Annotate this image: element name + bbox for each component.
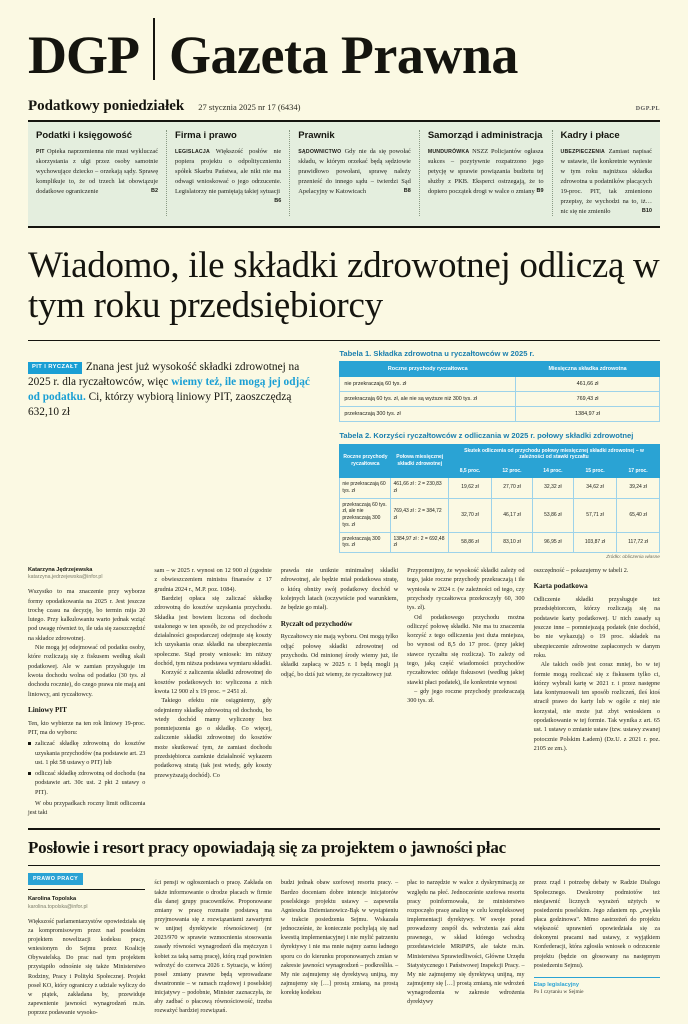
teaser-body xyxy=(36,147,158,197)
table1-r0c0: nie przekraczają 60 tys. zł xyxy=(340,377,516,392)
lead-paragraph xyxy=(28,360,321,420)
teaser-text: Zamiast napisać w ustawie, ile konkretnie wyniesie w tym roku najniższa składka zdrowotna u podatników płacących 19-proc. PIT, tak zmieniono przepisy, że wychodzi na to, iż… nic się nie zmieniło xyxy=(560,148,652,215)
table-2 xyxy=(339,444,660,554)
table2-rate-3: 15 proc. xyxy=(573,464,616,478)
teaser-body xyxy=(298,147,411,197)
bullet-list xyxy=(28,739,145,797)
table2-r2-v4: 117,72 zł xyxy=(617,532,660,553)
table2-r0-v1: 27,70 zł xyxy=(492,478,533,499)
table-row xyxy=(340,392,660,407)
table2-r1-v3: 57,71 zł xyxy=(573,498,616,532)
masthead-subbar xyxy=(28,98,660,115)
section-teaser-kadry[interactable] xyxy=(553,130,660,216)
paragraph: ści pensji w ogłoszeniach o pracę. Zakłada on także informowanie o drodze płacach w firmie dla danej grupy pracowników. Proponowane zmiany w pracę rozmaite podstawą ma przyjmowania się z rozwiązaniami zawartymi w unijnej dyrektywie równościowej (nr 2023/970 w sprawie wzmocnienia stosowania zasady równości wynagrodzeń dla mężczyzn i kobiet za taką samą pracę), którą rząd powinien wdrożyć do czerwca 2026 r. Sytuacja, w której poseł zmiany prawne będą wprowadzane dwustronnie – w ramach rządowej i poselskiej inicjatywy – podobnie, Minister zaznaczyła, że aby zadbać o płacową równościowość, trzeba rozważyć bardziej rozwiązań. xyxy=(154,880,272,1015)
teaser-body xyxy=(561,147,652,216)
legislative-stage-text: Po I czytaniu w Sejmie xyxy=(533,989,584,996)
site-url[interactable]: DGP.PL xyxy=(635,106,660,112)
table1-th-0: Roczne przychody ryczałtowca xyxy=(340,362,516,377)
headline-rule xyxy=(28,340,660,341)
paragraph: Ryczałtowcy nie mają wyboru. Oni mogą tylko odjąć połowę składki zdrowotnej od przychodu. Od minionej środy wiemy już, ile składki zapłacą w 2025 r. I będą mogli ją odjąć, bo dziś już wiemy, że ryczałtowcy już xyxy=(280,633,399,678)
table2-r1-polowa: 769,43 zł : 2 = 384,72 zł xyxy=(391,498,449,532)
second-headline-rule xyxy=(28,865,660,866)
teaser-title: Prawnik xyxy=(298,130,335,141)
table2-source: Źródło: obliczenia własne xyxy=(606,555,660,561)
table2-r2-v0: 58,86 zł xyxy=(449,532,492,553)
table2-r1-v4: 65,40 zł xyxy=(617,498,660,532)
lead-text-2: Ci, którzy wybiorą liniowy PIT, zaoszczędzą 632,10 zł xyxy=(28,390,292,418)
paragraph: oszczędność – pokazujemy w tabeli 2. xyxy=(533,567,629,575)
table-header-row xyxy=(340,362,660,377)
author-name: Karolina Topolska xyxy=(28,896,77,903)
table2-r0-v3: 34,62 zł xyxy=(573,478,616,499)
table2-r0-v2: 32,32 zł xyxy=(532,478,573,499)
tables-block xyxy=(331,349,660,560)
section-teaser-firma[interactable] xyxy=(167,130,290,216)
table1-r1c0: przekraczają 60 tys. zł, ale nie są wyższe niż 300 tys. zł xyxy=(340,392,516,407)
teaser-kicker: UBEZPIECZENIA xyxy=(560,149,605,155)
subheading-ryczalt: Ryczałt od przychodów xyxy=(280,619,353,628)
paragraph: sam – w 2025 r. wynosi on 12 900 zł (zgodnie z obwieszczeniem ministra finansów z 17 grudnia 2024 r., M.P. poz. 1084). xyxy=(154,567,272,593)
paragraph: – gdy jego roczne przychody przekraczają 300 tys. zł. xyxy=(407,687,525,705)
paragraph: prawda nie uniknie minimalnej składki zdrowotnej, ale będzie miał podatkowa stratę, o którą obniży swój podatkowy dochód w kolejnych latach (oczywiście pod warunkiem, że będzie go miał). xyxy=(280,567,399,612)
paragraph: przez rząd i potrzebę debaty w Radzie Dialogu Społecznego. Dwukrotny podmiotów też nieujawnić licznych wyrażeń użytych w posiedzeniu poselskim. Jego zdaniem np. „zwykła płaca godzinowa". Mimo zastrzeżeń do projektu większość uprawnień opowiedziała się za dokonymi pracami nad ustawy, z wyjątkiem Konfederacji, która zgłosiła wniosek o odrzucenie projektu (będzie on głosowany na następnym posiedzeniu Sejmu). xyxy=(533,880,660,969)
table2-r0-polowa: 461,66 zł : 2 = 230,83 zł xyxy=(391,478,449,499)
paragraph: Wszystko to ma znaczenie przy wyborze formy opodatkowania na 2025 r. Jest jeszcze trochę czasu na decyzję, bo termin mija 20 lutego. Przy kalkulowaniu warto jednak wziąć pod uwagę również to, ile uda się zaoszczędzić na składce zdrowotnej. xyxy=(28,588,146,642)
table1-r0c1: 461,66 zł xyxy=(516,377,660,392)
table2-r2-przychody: przekraczają 300 tys. zł xyxy=(340,532,391,553)
list-item: zaliczać składkę zdrowotną do kosztów uzyskania przychodów (na podstawie art. 23 ust. 1 pkt 58 ustawy o PIT) lub xyxy=(28,739,145,767)
table2-r1-v1: 46,17 zł xyxy=(492,498,533,532)
table-header-row xyxy=(340,444,660,464)
subheading-liniowy-pit: Liniowy PIT xyxy=(28,705,67,714)
paragraph: Przypomnijmy, że wysokość składki zależy od tego, jakie roczne przychody przekraczają i ile wyniosła w 2024 r. (w zależności od tego, czy przychody ryczałtowca przekroczyły 60, 300 tys. zł). xyxy=(407,567,525,612)
masthead xyxy=(28,0,660,85)
teaser-text: Gdy nie da się powołać składu, w którym orzekać będą sędziowie prawidłowo powołani, sprawę należy przenieść do innego sądu – twierdzi Sąd Apelacyjny w Katowicach xyxy=(298,148,411,195)
section-teaser-samorzad[interactable] xyxy=(420,130,553,216)
author-email[interactable]: katarzyna.jedrzejewska@infor.pl xyxy=(28,574,103,581)
paragraph: W obu przypadkach roczny limit odliczenia jest taki xyxy=(28,800,146,817)
second-column-5 xyxy=(534,873,660,1024)
article-column-4 xyxy=(407,566,533,818)
lead-block xyxy=(28,349,331,560)
table1-r2c0: przekraczają 300 tys. zł xyxy=(340,407,516,422)
section-teaser-podatki[interactable] xyxy=(28,130,167,216)
paragraph: Bardziej opłaca się zaliczać składkę zdrowotną do kosztów uzyskania przychodu. Składka jest bowiem liczona od dochodu ustalonego w ten sposób, że od przychodów z działalności gospodarczej odejmuje się koszty ich uzyskania oraz składki na ubezpieczenia społeczne. Stąd prosty wniosek: im niższy dochód, tym niższa podstawa wymiaru składki. xyxy=(154,594,272,668)
section-teasers xyxy=(28,122,660,228)
table-row xyxy=(340,532,660,553)
subheading-karta-podatkowa: Karta podatkowa xyxy=(533,582,588,591)
teaser-kicker: SĄDOWNICTWO xyxy=(298,149,342,155)
author-name: Katarzyna Jędrzejewska xyxy=(28,567,93,574)
table2-r2-v1: 83,10 zł xyxy=(492,532,533,553)
paragraph: płac to narzędzie w walce z dyskryminacją ze względu na płeć. Jednocześnie szefowa resortu pracy poinformowała, że ministerstwo rozpoczęło pracę analizę w celu kompleksowej implementacji dyrektywy. W swoje porad prowadzony zespół ds. wdrożenia zaś aktu prawnego, w skład którego wchodzą przedstawiciele MRiPiPS, ale także m.in. Ministerstwa Sprawiedliwości, Główne Urzędu Statystycznego i Państwowej Inspekcji Pracy. – My nie zajmujemy się dyrektywą unijną, my zajmujemy się […] prostą zmianą, nie wdrożeń wynagrodzenia w zakresie wdrożenia dyrektywy xyxy=(407,880,525,1006)
teaser-text: NSZZ Policjantów ogłasza sukces – pozytywnie rozpatrzono jego petycję w sprawie powiązania budżetu tej służby z PKB. Eksperci ostrzegają, że to dopiero początek drogi w walce o zmiany xyxy=(427,148,544,195)
table2-th-group: Skutek odliczenia od przychodu połowy miesięcznej składki zdrowotnej – w zależności od stawki ryczałtu xyxy=(449,444,660,464)
teaser-text: Większość posłów nie popiera projektu o odpolitycznieniu spółek Skarbu Państwa, ale nikt nie ma odwagi wnioskować o jego odrzucenie. Legislatorzy nie pamiętają takiej sytuacji xyxy=(175,148,282,195)
table-row xyxy=(340,407,660,422)
teaser-page[interactable]: B6 xyxy=(274,197,282,204)
second-headline[interactable]: Posłowie i resort pracy opowiadają się za projektem o jawności płac xyxy=(28,837,506,857)
logo-gazeta-prawna[interactable]: Gazeta Prawna xyxy=(169,25,518,85)
lead-highlight: wiemy też, ile mogą jej odjąć od podatku. xyxy=(28,375,310,403)
table2-th-polowa: Połowa miesięcznej składki zdrowotnej xyxy=(391,444,449,478)
table2-r1-przychody: przekraczają 60 tys. zł, ale nie przekraczają 300 tys. zł xyxy=(340,498,391,532)
paragraph: Większość parlamentarzystów opowiedziała się za kompromisowym przez nad poselskim projektem nowelizacji kodeksu pracy, wniesionym do Sejmu przez Koalicję Obywatelską. Do prac nad tym projektem przystąpiło odnośnie się także Ministerstwo Rodziny, Pracy i Polityki Społecznej. Projekt poseł KO, który ograniczy z udziale wyliczy do w piątek, zakładana by, przewiduje zapewnienie jawności wynagrodzeń m.in. poprzez podawanie wysoko- xyxy=(28,918,146,1017)
main-article-body xyxy=(28,566,660,818)
table-1 xyxy=(339,361,660,422)
table-row xyxy=(340,377,660,392)
table2-rate-1: 12 proc. xyxy=(492,464,533,478)
masthead-divider xyxy=(153,18,155,80)
second-column-1 xyxy=(28,873,154,1024)
paragraph: budzi jednak obaw szefowej resortu pracy. – Bardzo doceniam dobre intencje inicjatorów poselskiego projektu ustawy – zapewniła Agnieszka Dziemianowicz-Bąk w wystąpieniu w trakcie posiedzenia Sejmu. Wskazała jednocześnie, że koniecznie pochylają się nad kwestią implementacyjnej i nie mylić patrzeniu dyrektywy i nie ma mnie najmy zamu ładnego sporu co do kierunku proponowanych zmian w zakresie jawności wynagrodzeń – podkreśliła. – My nie zajmujemy się dyrektywą unijną, my zajmujemy się […] prostą zmianą, na prostą korektę kodeksu xyxy=(280,880,399,997)
paragraph: Ten, kto wybierze na ten rok liniowy 19-proc. PIT, ma do wyboru: xyxy=(28,719,146,736)
teaser-body xyxy=(175,147,282,204)
table2-r0-v0: 19,62 zł xyxy=(449,478,492,499)
badge-underline xyxy=(28,889,145,890)
lead-badge: PIT I RYCZAŁT xyxy=(28,362,82,374)
legislative-stage-box xyxy=(534,977,660,997)
paragraph: Korzyść z zaliczenia składki zdrowotnej do kosztów podatkowych to: wyliczona z nich kwota 12 900 zł x 19 proc. = 2451 zł. xyxy=(154,669,272,695)
table2-rate-4: 17 proc. xyxy=(617,464,660,478)
second-column-2 xyxy=(154,873,280,1024)
lead-and-tables xyxy=(28,349,660,560)
teaser-title: Samorząd i administracja xyxy=(427,130,543,141)
logo-dgp[interactable]: DGP xyxy=(28,25,139,85)
paragraph: Od podatkowego przychodu można odliczyć połowę składki. Nie ma tu znaczenia korzyść z tego odliczenia jest duża mniejsza, bo wynosi od 8,5 do 17 proc. (przy jakiej stawce ryczałtu się rozlicza). To zależy od tego, jaką część wiadomości przychodów ryczałtowiec oddaje fiskusowi (według jakiej stawki płaci podatek), ile konkretnie wynosi xyxy=(407,613,525,686)
article-column-5 xyxy=(534,566,660,818)
table2-r2-v2: 96,95 zł xyxy=(532,532,573,553)
teaser-page[interactable]: B2 xyxy=(151,187,159,194)
table2-th-przychody: Roczne przychody ryczałtowca xyxy=(340,444,391,478)
edition-title: Podatkowy poniedziałek xyxy=(28,98,185,114)
paragraph: Ale takich osób jest coraz mniej, bo w tej formie mogą rozliczać się z fiskusem tylko ci, którzy wybrali kartę w 2021 r. i przez następne lata kontynuowali ten sposób rozliczeń, ileś ktoś stracił prawo do karty lub w ogóle z niej nie korzystał, nie może już zbyt wnioskiem o opodatkowanie w tej formie. Tak wynika z art. 65 ust. 1 ustawy o zmianie ustaw (tzw. ustawy zwanej potocznie Polskim Ładem) (Dz.U. z 2021 r. poz. 2105 ze zm.). xyxy=(533,661,660,752)
teaser-page[interactable]: B8 xyxy=(403,187,411,194)
second-column-3 xyxy=(281,873,407,1024)
teaser-page[interactable]: B10 xyxy=(641,207,652,214)
paragraph: Odliczenie składki przysługuje też przedsiębiorcom, którzy rozliczają się na podstawie karty podatkowej. U nich zasady są jeszcze inne – pomniejszają podatek (nie dochód, bo nie wykazują) o 19 proc. składek na ubezpieczenie zdrowotne zapłaconych w danym roku. xyxy=(533,596,660,659)
author-email[interactable]: karolina.topolska@infor.pl xyxy=(28,903,88,910)
table2-title: Tabela 2. Korzyści ryczałtowców z odliczania w 2025 r. połowy składki zdrowotnej xyxy=(339,431,634,441)
second-column-4 xyxy=(407,873,533,1024)
table-row xyxy=(340,498,660,532)
teaser-body xyxy=(428,147,544,197)
teaser-title: Podatki i księgowość xyxy=(36,130,133,141)
legislative-stage-title: Etap legislacyjny xyxy=(533,981,579,988)
table2-r2-v3: 103,87 zł xyxy=(573,532,616,553)
paragraph: Nie mogą jej odejmować od podatku osoby, które rozliczają się z fiskusem według skali podatkowej. Ale w zamian przysługuje im kwota dochodu wolna od podatku (30 tys. zł dochodu rocznie), do czego prawa nie mają ani liniowcy, ani ryczałtowcy. xyxy=(28,644,146,698)
teaser-title: Kadry i płace xyxy=(560,130,620,141)
teaser-text: Opieka naprzemienna nie musi wykluczać skorzystania z ulgi przez osoby samotnie wychowujące dziecko – orzekają sądy. Sprawę komplikuje to, że od trzech lat obowiązuje dodatkowe ograniczenie xyxy=(36,148,159,195)
edition-date: 27 stycznia 2025 nr 17 (6434) xyxy=(198,102,301,112)
table2-r1-v0: 32,70 zł xyxy=(449,498,492,532)
teaser-page[interactable]: B9 xyxy=(536,187,544,194)
article-column-3 xyxy=(281,566,407,818)
article-column-1 xyxy=(28,566,154,818)
table1-th-1: Miesięczna składka zdrowotna xyxy=(516,362,660,377)
table2-r0-przychody: nie przekraczają 60 tys. zł xyxy=(340,478,391,499)
second-badge: PRAWO PRACY xyxy=(28,873,83,885)
table-row xyxy=(340,478,660,499)
main-headline[interactable]: Wiadomo, ile składki zdrowotnej odliczą w tym roku przedsiębiorcy xyxy=(28,245,660,327)
lead-text-1: Znana jest już wysokość składki zdrowotnej na 2025 r. dla ryczałtowców, więc xyxy=(28,360,300,388)
second-article-rule xyxy=(28,828,660,830)
table1-r2c1: 1384,97 zł xyxy=(516,407,660,422)
paragraph: Takiego efektu nie osiągniemy, gdy odejmiemy składkę zdrowotną od dochodu, bo wtedy dochód mamy wyliczony bez pomniejszenia go o składkę. Co więcej, zaliczenie składki zdrowotnej do kosztów może skutkować tym, że zamiast dochodu przedsiębiorca zamknie działalność wykazem podatkową stratą (tak jest wtedy, gdy koszty przewyższają dochód). Co xyxy=(154,697,272,779)
section-teaser-prawnik[interactable] xyxy=(290,130,420,216)
second-article-body xyxy=(28,873,660,1024)
teaser-kicker: LEGISLACJA xyxy=(175,149,210,155)
table2-r0-v4: 39,24 zł xyxy=(617,478,660,499)
list-item: odliczać składkę zdrowotną od dochodu (na podstawie art. 30c ust. 2 pkt 2 ustawy o PIT). xyxy=(28,769,145,797)
table2-r1-v2: 53,86 zł xyxy=(532,498,573,532)
table1-r1c1: 769,43 zł xyxy=(516,392,660,407)
table2-rate-0: 8,5 proc. xyxy=(449,464,492,478)
article-column-2 xyxy=(154,566,280,818)
teaser-title: Firma i prawo xyxy=(175,130,237,141)
table2-r2-polowa: 1384,97 zł : 2 = 692,48 zł xyxy=(391,532,449,553)
teaser-kicker: MUNDURÓWKA xyxy=(427,149,470,155)
table2-rate-2: 14 proc. xyxy=(532,464,573,478)
teaser-kicker: PIT xyxy=(36,149,45,155)
table1-title: Tabela 1. Składka zdrowotna u ryczałtowców w 2025 r. xyxy=(339,348,535,358)
